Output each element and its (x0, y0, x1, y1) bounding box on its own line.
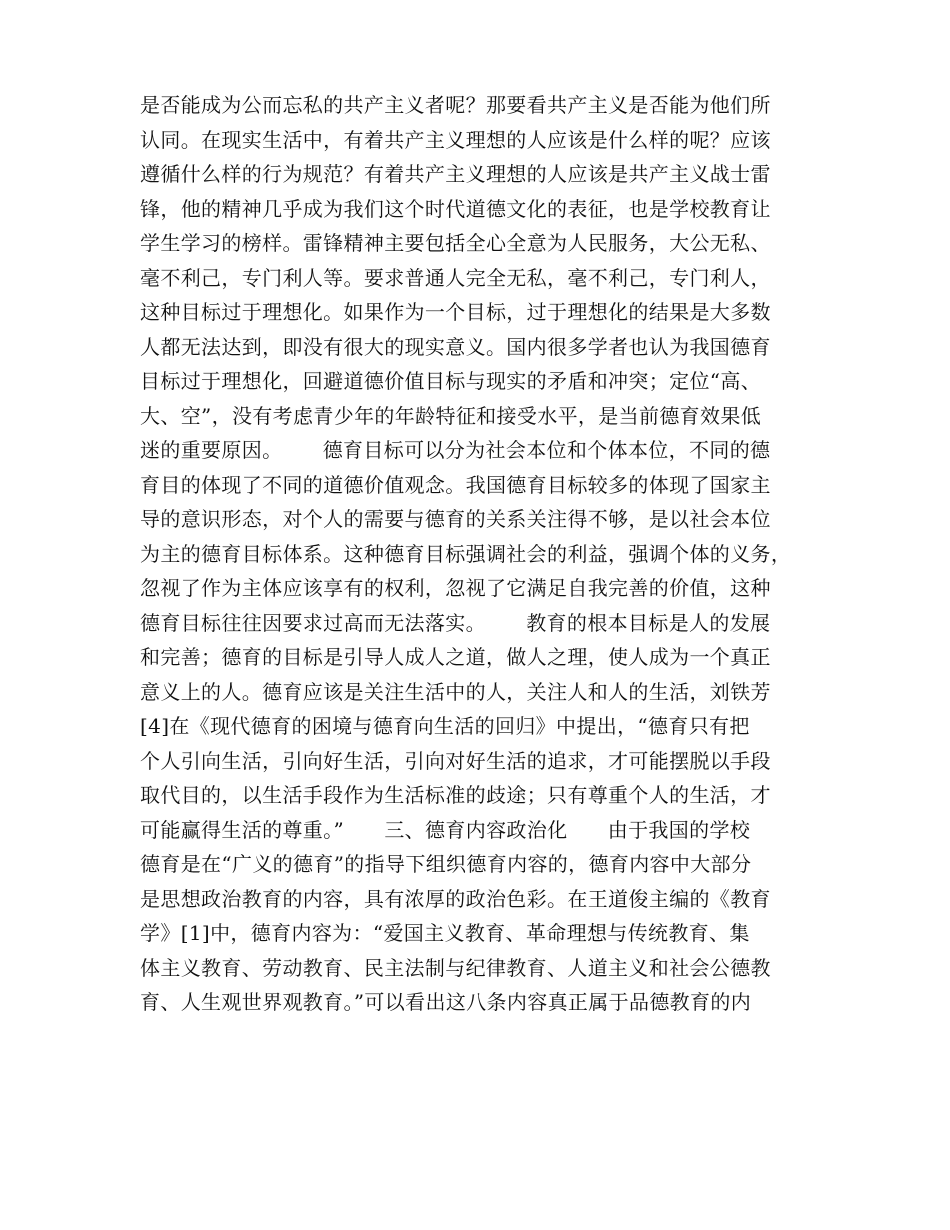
text-line: 是思想政治教育的内容，具有浓厚的政治色彩。在王道俊主编的《教育 (140, 886, 771, 911)
text-line: 体主义教育、劳动教育、民主法制与纪律教育、人道主义和社会公德教 (140, 955, 771, 980)
text-line: 德育是在“广义的德育”的指导下组织德育内容的，德育内容中大部分 (140, 852, 752, 876)
text-line: 个人引向生活，引向好生活，引向对好生活的追求，才可能摆脱以手段 (140, 748, 771, 773)
text-line: 取代目的，以生活手段作为生活标准的歧途；只有尊重个人的生活，才 (140, 783, 771, 807)
text-line: 锋，他的精神几乎成为我们这个时代道德文化的表征，也是学校教育让 (140, 196, 771, 221)
text-line: 意义上的人。德育应该是关注生活中的人，关注人和人的生活，刘铁芳 (140, 679, 771, 704)
text-line: 学》[1]中，德育内容为：“爱国主义教育、革命理想与传统教育、集 (140, 921, 750, 945)
text-line: 导的意识形态，对个人的需要与德育的关系关注得不够，是以社会本位 (140, 507, 771, 531)
text-line: 这种目标过于理想化。如果作为一个目标，过于理想化的结果是大多数 (140, 300, 771, 324)
text-line: 德育目标往往因要求过高而无法落实。 教育的根本目标是人的发展 (140, 610, 771, 635)
text-line: 是否能成为公而忘私的共产主义者呢？那要看共产主义是否能为他们所 (140, 93, 771, 117)
text-line: 人都无法达到，即没有很大的现实意义。国内很多学者也认为我国德育 (140, 334, 771, 359)
text-line: 认同。在现实生活中，有着共产主义理想的人应该是什么样的呢？应该 (140, 127, 771, 152)
text-line: 大、空”，没有考虑青少年的年龄特征和接受水平，是当前德育效果低 (140, 403, 762, 428)
text-line: 和完善；德育的目标是引导人成人之道，做人之理，使人成为一个真正 (140, 645, 771, 669)
text-line: 可能赢得生活的尊重。” 三、德育内容政治化 由于我国的学校 (140, 817, 751, 842)
text-line: 育目的体现了不同的道德价值观念。我国德育目标较多的体现了国家主 (140, 472, 771, 497)
text-line: 忽视了作为主体应该享有的权利，忽视了它满足自我完善的价值，这种 (140, 576, 771, 600)
text-line: 为主的德育目标体系。这种德育目标强调社会的利益，强调个体的义务， (140, 541, 792, 566)
text-line: 育、人生观世界观教育。”可以看出这八条内容真正属于品德教育的内 (140, 990, 752, 1014)
text-line: 目标过于理想化，回避道德价值目标与现实的矛盾和冲突；定位“高、 (140, 369, 762, 393)
text-line: 遵循什么样的行为规范？有着共产主义理想的人应该是共产主义战士雷 (140, 162, 771, 186)
text-line: 学生学习的榜样。雷锋精神主要包括全心全意为人民服务，大公无私、 (140, 231, 771, 255)
text-line: [4]在《现代德育的困境与德育向生活的回归》中提出，“德育只有把 (140, 714, 750, 738)
body-text (140, 88, 820, 1020)
text-line: 毫不利己，专门利人等。要求普通人完全无私，毫不利己，专门利人， (140, 265, 771, 290)
text-line: 迷的重要原因。 德育目标可以分为社会本位和个体本位，不同的德 (140, 438, 771, 462)
